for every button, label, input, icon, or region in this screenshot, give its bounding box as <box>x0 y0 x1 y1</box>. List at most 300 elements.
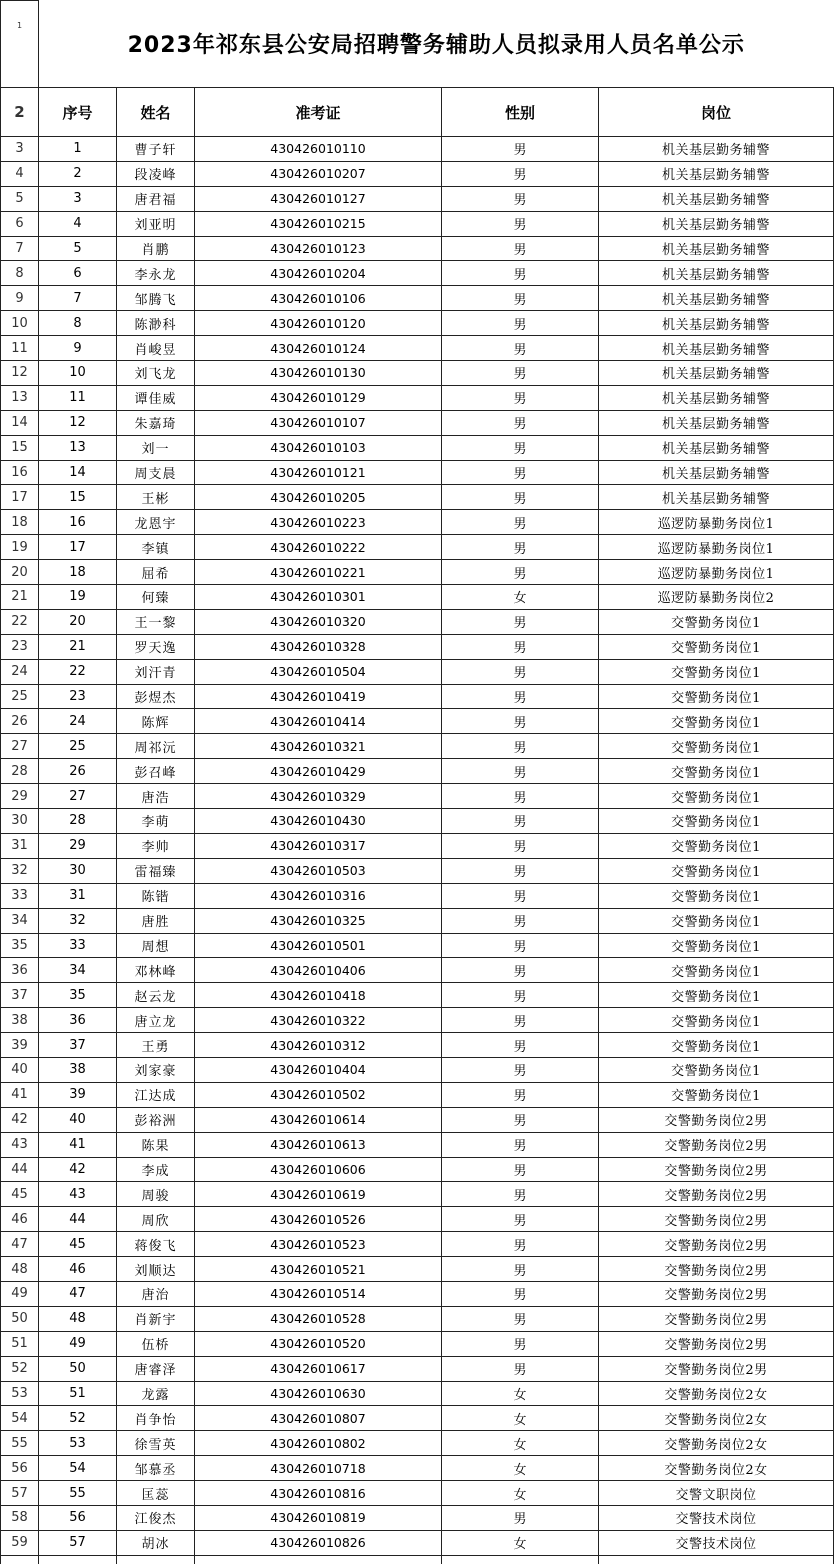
cell-name[interactable]: 李萌 <box>117 809 195 834</box>
cell-name[interactable]: 彭召峰 <box>117 759 195 784</box>
row-number[interactable]: 23 <box>1 634 39 659</box>
row-number[interactable]: 57 <box>1 1481 39 1506</box>
cell-sex[interactable]: 男 <box>442 908 599 933</box>
empty-cell[interactable] <box>39 1555 117 1564</box>
cell-sex[interactable]: 男 <box>442 236 599 261</box>
cell-post[interactable]: 交警勤务岗位2男 <box>599 1281 834 1306</box>
cell-exam-id[interactable]: 430426010528 <box>195 1306 442 1331</box>
cell-name[interactable]: 周想 <box>117 933 195 958</box>
cell-seq[interactable]: 2 <box>39 161 117 186</box>
cell-post[interactable]: 交警勤务岗位2男 <box>599 1107 834 1132</box>
column-header-post[interactable]: 岗位 <box>599 88 834 137</box>
cell-exam-id[interactable]: 430426010110 <box>195 137 442 162</box>
cell-post[interactable]: 巡逻防暴勤务岗位2 <box>599 585 834 610</box>
cell-name[interactable]: 陈辉 <box>117 709 195 734</box>
empty-cell[interactable] <box>117 1555 195 1564</box>
cell-name[interactable]: 唐立龙 <box>117 1008 195 1033</box>
cell-exam-id[interactable]: 430426010129 <box>195 385 442 410</box>
cell-seq[interactable]: 30 <box>39 858 117 883</box>
cell-seq[interactable]: 37 <box>39 1033 117 1058</box>
row-number[interactable]: 2 <box>1 88 39 137</box>
cell-seq[interactable]: 20 <box>39 609 117 634</box>
cell-sex[interactable]: 男 <box>442 211 599 236</box>
cell-name[interactable]: 王一黎 <box>117 609 195 634</box>
cell-exam-id[interactable]: 430426010121 <box>195 460 442 485</box>
column-header-exam-id[interactable]: 准考证 <box>195 88 442 137</box>
cell-seq[interactable]: 3 <box>39 186 117 211</box>
cell-name[interactable]: 曹子轩 <box>117 137 195 162</box>
cell-seq[interactable]: 48 <box>39 1306 117 1331</box>
cell-exam-id[interactable]: 430426010816 <box>195 1481 442 1506</box>
cell-name[interactable]: 陈果 <box>117 1132 195 1157</box>
cell-exam-id[interactable]: 430426010106 <box>195 286 442 311</box>
cell-name[interactable]: 罗天逸 <box>117 634 195 659</box>
row-number[interactable]: 55 <box>1 1431 39 1456</box>
cell-post[interactable]: 交警勤务岗位1 <box>599 858 834 883</box>
cell-exam-id[interactable]: 430426010127 <box>195 186 442 211</box>
cell-name[interactable]: 龙露 <box>117 1381 195 1406</box>
cell-sex[interactable]: 男 <box>442 1306 599 1331</box>
cell-name[interactable]: 龙恩宇 <box>117 510 195 535</box>
cell-seq[interactable]: 8 <box>39 311 117 336</box>
cell-seq[interactable]: 42 <box>39 1157 117 1182</box>
row-number[interactable]: 17 <box>1 485 39 510</box>
cell-seq[interactable]: 13 <box>39 435 117 460</box>
cell-seq[interactable]: 47 <box>39 1281 117 1306</box>
cell-seq[interactable]: 44 <box>39 1207 117 1232</box>
cell-name[interactable]: 江俊杰 <box>117 1505 195 1530</box>
cell-exam-id[interactable]: 430426010223 <box>195 510 442 535</box>
row-number[interactable]: 48 <box>1 1257 39 1282</box>
row-number[interactable]: 41 <box>1 1082 39 1107</box>
row-number[interactable]: 21 <box>1 585 39 610</box>
row-number[interactable]: 24 <box>1 659 39 684</box>
cell-post[interactable]: 交警勤务岗位2男 <box>599 1306 834 1331</box>
cell-seq[interactable]: 46 <box>39 1257 117 1282</box>
cell-seq[interactable]: 36 <box>39 1008 117 1033</box>
cell-post[interactable]: 机关基层勤务辅警 <box>599 311 834 336</box>
cell-sex[interactable]: 男 <box>442 435 599 460</box>
cell-post[interactable]: 巡逻防暴勤务岗位1 <box>599 510 834 535</box>
cell-name[interactable]: 彭煜杰 <box>117 684 195 709</box>
row-number[interactable]: 29 <box>1 784 39 809</box>
cell-sex[interactable]: 男 <box>442 784 599 809</box>
cell-name[interactable]: 彭裕洲 <box>117 1107 195 1132</box>
cell-seq[interactable]: 28 <box>39 809 117 834</box>
cell-seq[interactable]: 35 <box>39 983 117 1008</box>
cell-name[interactable]: 屈希 <box>117 560 195 585</box>
cell-seq[interactable]: 12 <box>39 410 117 435</box>
cell-exam-id[interactable]: 430426010520 <box>195 1331 442 1356</box>
cell-name[interactable]: 周欣 <box>117 1207 195 1232</box>
cell-sex[interactable]: 女 <box>442 585 599 610</box>
cell-exam-id[interactable]: 430426010619 <box>195 1182 442 1207</box>
cell-sex[interactable]: 男 <box>442 186 599 211</box>
row-number[interactable]: 30 <box>1 809 39 834</box>
cell-seq[interactable]: 43 <box>39 1182 117 1207</box>
cell-post[interactable]: 机关基层勤务辅警 <box>599 286 834 311</box>
row-number[interactable]: 58 <box>1 1505 39 1530</box>
cell-seq[interactable]: 7 <box>39 286 117 311</box>
cell-sex[interactable]: 男 <box>442 1505 599 1530</box>
cell-name[interactable]: 李成 <box>117 1157 195 1182</box>
cell-seq[interactable]: 45 <box>39 1232 117 1257</box>
cell-post[interactable]: 交警勤务岗位1 <box>599 933 834 958</box>
cell-post[interactable]: 巡逻防暴勤务岗位1 <box>599 535 834 560</box>
cell-post[interactable]: 交警勤务岗位2女 <box>599 1406 834 1431</box>
cell-name[interactable]: 谭佳威 <box>117 385 195 410</box>
cell-name[interactable]: 匡蕊 <box>117 1481 195 1506</box>
cell-name[interactable]: 肖鹏 <box>117 236 195 261</box>
row-number[interactable]: 35 <box>1 933 39 958</box>
cell-post[interactable]: 交警勤务岗位2男 <box>599 1132 834 1157</box>
cell-sex[interactable]: 男 <box>442 1182 599 1207</box>
cell-post[interactable]: 交警勤务岗位2女 <box>599 1456 834 1481</box>
cell-exam-id[interactable]: 430426010826 <box>195 1530 442 1555</box>
cell-exam-id[interactable]: 430426010124 <box>195 336 442 361</box>
cell-sex[interactable]: 男 <box>442 1008 599 1033</box>
cell-seq[interactable]: 50 <box>39 1356 117 1381</box>
cell-sex[interactable]: 男 <box>442 510 599 535</box>
cell-name[interactable]: 徐雪英 <box>117 1431 195 1456</box>
cell-post[interactable]: 交警勤务岗位1 <box>599 1082 834 1107</box>
row-number[interactable]: 9 <box>1 286 39 311</box>
cell-seq[interactable]: 54 <box>39 1456 117 1481</box>
empty-cell[interactable] <box>1 1555 39 1564</box>
row-number[interactable]: 15 <box>1 435 39 460</box>
cell-seq[interactable]: 22 <box>39 659 117 684</box>
cell-seq[interactable]: 1 <box>39 137 117 162</box>
cell-name[interactable]: 江达成 <box>117 1082 195 1107</box>
cell-seq[interactable]: 39 <box>39 1082 117 1107</box>
row-number[interactable]: 44 <box>1 1157 39 1182</box>
row-number[interactable]: 34 <box>1 908 39 933</box>
cell-name[interactable]: 朱嘉琦 <box>117 410 195 435</box>
cell-sex[interactable]: 男 <box>442 1356 599 1381</box>
row-number[interactable]: 20 <box>1 560 39 585</box>
cell-name[interactable]: 邹慕丞 <box>117 1456 195 1481</box>
cell-sex[interactable]: 男 <box>442 286 599 311</box>
cell-sex[interactable]: 男 <box>442 1257 599 1282</box>
cell-name[interactable]: 唐睿泽 <box>117 1356 195 1381</box>
cell-exam-id[interactable]: 430426010418 <box>195 983 442 1008</box>
cell-exam-id[interactable]: 430426010414 <box>195 709 442 734</box>
row-number[interactable]: 13 <box>1 385 39 410</box>
cell-seq[interactable]: 25 <box>39 734 117 759</box>
cell-sex[interactable]: 男 <box>442 361 599 386</box>
row-number[interactable]: 36 <box>1 958 39 983</box>
cell-sex[interactable]: 女 <box>442 1530 599 1555</box>
cell-post[interactable]: 交警勤务岗位1 <box>599 709 834 734</box>
cell-name[interactable]: 李镇 <box>117 535 195 560</box>
cell-exam-id[interactable]: 430426010103 <box>195 435 442 460</box>
row-number[interactable]: 11 <box>1 336 39 361</box>
cell-post[interactable]: 交警勤务岗位1 <box>599 634 834 659</box>
cell-exam-id[interactable]: 430426010215 <box>195 211 442 236</box>
cell-sex[interactable]: 男 <box>442 958 599 983</box>
cell-post[interactable]: 机关基层勤务辅警 <box>599 460 834 485</box>
cell-post[interactable]: 机关基层勤务辅警 <box>599 435 834 460</box>
cell-sex[interactable]: 男 <box>442 410 599 435</box>
cell-exam-id[interactable]: 430426010613 <box>195 1132 442 1157</box>
empty-cell[interactable] <box>442 1555 599 1564</box>
row-number[interactable]: 42 <box>1 1107 39 1132</box>
cell-post[interactable]: 机关基层勤务辅警 <box>599 137 834 162</box>
cell-sex[interactable]: 男 <box>442 883 599 908</box>
row-number[interactable]: 27 <box>1 734 39 759</box>
row-number[interactable]: 28 <box>1 759 39 784</box>
cell-exam-id[interactable]: 430426010501 <box>195 933 442 958</box>
cell-exam-id[interactable]: 430426010523 <box>195 1232 442 1257</box>
cell-exam-id[interactable]: 430426010222 <box>195 535 442 560</box>
cell-post[interactable]: 交警勤务岗位1 <box>599 1033 834 1058</box>
cell-name[interactable]: 刘顺达 <box>117 1257 195 1282</box>
cell-name[interactable]: 唐治 <box>117 1281 195 1306</box>
row-number[interactable]: 7 <box>1 236 39 261</box>
row-number[interactable]: 14 <box>1 410 39 435</box>
cell-sex[interactable]: 男 <box>442 1232 599 1257</box>
cell-sex[interactable]: 男 <box>442 385 599 410</box>
row-number[interactable]: 32 <box>1 858 39 883</box>
cell-exam-id[interactable]: 430426010504 <box>195 659 442 684</box>
cell-name[interactable]: 陈锴 <box>117 883 195 908</box>
cell-post[interactable]: 机关基层勤务辅警 <box>599 161 834 186</box>
cell-exam-id[interactable]: 430426010312 <box>195 1033 442 1058</box>
row-number[interactable]: 3 <box>1 137 39 162</box>
cell-seq[interactable]: 26 <box>39 759 117 784</box>
cell-seq[interactable]: 16 <box>39 510 117 535</box>
cell-seq[interactable]: 57 <box>39 1530 117 1555</box>
cell-exam-id[interactable]: 430426010521 <box>195 1257 442 1282</box>
cell-post[interactable]: 交警勤务岗位2男 <box>599 1182 834 1207</box>
cell-post[interactable]: 机关基层勤务辅警 <box>599 236 834 261</box>
row-number[interactable]: 8 <box>1 261 39 286</box>
cell-seq[interactable]: 23 <box>39 684 117 709</box>
cell-sex[interactable]: 男 <box>442 833 599 858</box>
cell-post[interactable]: 交警勤务岗位1 <box>599 1057 834 1082</box>
row-number[interactable]: 22 <box>1 609 39 634</box>
row-number[interactable]: 51 <box>1 1331 39 1356</box>
row-number[interactable]: 10 <box>1 311 39 336</box>
cell-name[interactable]: 邹腾飞 <box>117 286 195 311</box>
cell-exam-id[interactable]: 430426010802 <box>195 1431 442 1456</box>
cell-seq[interactable]: 27 <box>39 784 117 809</box>
cell-exam-id[interactable]: 430426010317 <box>195 833 442 858</box>
cell-seq[interactable]: 14 <box>39 460 117 485</box>
cell-sex[interactable]: 男 <box>442 609 599 634</box>
cell-exam-id[interactable]: 430426010430 <box>195 809 442 834</box>
cell-exam-id[interactable]: 430426010325 <box>195 908 442 933</box>
cell-sex[interactable]: 女 <box>442 1381 599 1406</box>
cell-post[interactable]: 交警勤务岗位1 <box>599 958 834 983</box>
cell-sex[interactable]: 男 <box>442 709 599 734</box>
cell-post[interactable]: 交警勤务岗位1 <box>599 659 834 684</box>
row-number[interactable]: 33 <box>1 883 39 908</box>
cell-exam-id[interactable]: 430426010807 <box>195 1406 442 1431</box>
cell-post[interactable]: 巡逻防暴勤务岗位1 <box>599 560 834 585</box>
cell-name[interactable]: 唐胜 <box>117 908 195 933</box>
cell-post[interactable]: 交警勤务岗位1 <box>599 983 834 1008</box>
cell-name[interactable]: 刘一 <box>117 435 195 460</box>
cell-exam-id[interactable]: 430426010321 <box>195 734 442 759</box>
cell-post[interactable]: 交警勤务岗位2男 <box>599 1257 834 1282</box>
row-number[interactable]: 56 <box>1 1456 39 1481</box>
cell-seq[interactable]: 15 <box>39 485 117 510</box>
cell-sex[interactable]: 男 <box>442 1132 599 1157</box>
cell-seq[interactable]: 52 <box>39 1406 117 1431</box>
cell-exam-id[interactable]: 430426010328 <box>195 634 442 659</box>
cell-post[interactable]: 交警勤务岗位1 <box>599 908 834 933</box>
cell-exam-id[interactable]: 430426010502 <box>195 1082 442 1107</box>
row-number[interactable]: 50 <box>1 1306 39 1331</box>
cell-post[interactable]: 交警勤务岗位2男 <box>599 1331 834 1356</box>
cell-sex[interactable]: 男 <box>442 1057 599 1082</box>
cell-post[interactable]: 机关基层勤务辅警 <box>599 186 834 211</box>
page-title[interactable]: 2023年祁东县公安局招聘警务辅助人员拟录用人员名单公示 <box>39 1 834 88</box>
cell-name[interactable]: 刘汗青 <box>117 659 195 684</box>
cell-exam-id[interactable]: 430426010316 <box>195 883 442 908</box>
cell-exam-id[interactable]: 430426010107 <box>195 410 442 435</box>
cell-name[interactable]: 刘亚明 <box>117 211 195 236</box>
row-number[interactable]: 53 <box>1 1381 39 1406</box>
cell-post[interactable]: 交警勤务岗位1 <box>599 883 834 908</box>
cell-sex[interactable]: 男 <box>442 734 599 759</box>
row-number[interactable]: 12 <box>1 361 39 386</box>
cell-post[interactable]: 交警勤务岗位1 <box>599 684 834 709</box>
row-number[interactable]: 25 <box>1 684 39 709</box>
cell-seq[interactable]: 34 <box>39 958 117 983</box>
cell-exam-id[interactable]: 430426010207 <box>195 161 442 186</box>
cell-exam-id[interactable]: 430426010205 <box>195 485 442 510</box>
cell-name[interactable]: 蒋俊飞 <box>117 1232 195 1257</box>
row-number[interactable]: 59 <box>1 1530 39 1555</box>
cell-name[interactable]: 刘家豪 <box>117 1057 195 1082</box>
cell-name[interactable]: 王彬 <box>117 485 195 510</box>
cell-name[interactable]: 周骏 <box>117 1182 195 1207</box>
row-number[interactable]: 38 <box>1 1008 39 1033</box>
empty-cell[interactable] <box>195 1555 442 1564</box>
row-number[interactable]: 18 <box>1 510 39 535</box>
cell-exam-id[interactable]: 430426010406 <box>195 958 442 983</box>
cell-seq[interactable]: 33 <box>39 933 117 958</box>
column-header-name[interactable]: 姓名 <box>117 88 195 137</box>
cell-sex[interactable]: 男 <box>442 858 599 883</box>
cell-exam-id[interactable]: 430426010819 <box>195 1505 442 1530</box>
row-number[interactable]: 45 <box>1 1182 39 1207</box>
cell-exam-id[interactable]: 430426010404 <box>195 1057 442 1082</box>
cell-name[interactable]: 李永龙 <box>117 261 195 286</box>
cell-exam-id[interactable]: 430426010429 <box>195 759 442 784</box>
cell-name[interactable]: 肖新宇 <box>117 1306 195 1331</box>
cell-exam-id[interactable]: 430426010419 <box>195 684 442 709</box>
row-number[interactable]: 19 <box>1 535 39 560</box>
empty-cell[interactable] <box>599 1555 834 1564</box>
cell-sex[interactable]: 男 <box>442 983 599 1008</box>
row-number[interactable]: 4 <box>1 161 39 186</box>
cell-sex[interactable]: 男 <box>442 933 599 958</box>
row-number[interactable]: 49 <box>1 1281 39 1306</box>
cell-name[interactable]: 唐君福 <box>117 186 195 211</box>
cell-sex[interactable]: 男 <box>442 311 599 336</box>
cell-name[interactable]: 刘飞龙 <box>117 361 195 386</box>
cell-sex[interactable]: 男 <box>442 809 599 834</box>
row-number[interactable]: 46 <box>1 1207 39 1232</box>
cell-post[interactable]: 机关基层勤务辅警 <box>599 485 834 510</box>
cell-exam-id[interactable]: 430426010617 <box>195 1356 442 1381</box>
cell-exam-id[interactable]: 430426010204 <box>195 261 442 286</box>
cell-sex[interactable]: 男 <box>442 485 599 510</box>
cell-sex[interactable]: 男 <box>442 759 599 784</box>
cell-sex[interactable]: 男 <box>442 560 599 585</box>
cell-seq[interactable]: 29 <box>39 833 117 858</box>
cell-post[interactable]: 机关基层勤务辅警 <box>599 211 834 236</box>
cell-name[interactable]: 何臻 <box>117 585 195 610</box>
cell-post[interactable]: 机关基层勤务辅警 <box>599 361 834 386</box>
cell-seq[interactable]: 5 <box>39 236 117 261</box>
cell-exam-id[interactable]: 430426010614 <box>195 1107 442 1132</box>
cell-sex[interactable]: 男 <box>442 1157 599 1182</box>
cell-exam-id[interactable]: 430426010514 <box>195 1281 442 1306</box>
cell-post[interactable]: 交警勤务岗位1 <box>599 759 834 784</box>
cell-seq[interactable]: 4 <box>39 211 117 236</box>
cell-seq[interactable]: 56 <box>39 1505 117 1530</box>
cell-seq[interactable]: 18 <box>39 560 117 585</box>
cell-name[interactable]: 唐浩 <box>117 784 195 809</box>
cell-exam-id[interactable]: 430426010606 <box>195 1157 442 1182</box>
cell-post[interactable]: 机关基层勤务辅警 <box>599 410 834 435</box>
cell-sex[interactable]: 男 <box>442 659 599 684</box>
cell-name[interactable]: 伍桥 <box>117 1331 195 1356</box>
cell-post[interactable]: 交警勤务岗位2男 <box>599 1356 834 1381</box>
row-number[interactable]: 26 <box>1 709 39 734</box>
cell-post[interactable]: 交警勤务岗位2男 <box>599 1207 834 1232</box>
cell-seq[interactable]: 32 <box>39 908 117 933</box>
column-header-sex[interactable]: 性别 <box>442 88 599 137</box>
cell-sex[interactable]: 女 <box>442 1431 599 1456</box>
row-number[interactable]: 37 <box>1 983 39 1008</box>
cell-sex[interactable]: 男 <box>442 1331 599 1356</box>
cell-post[interactable]: 交警勤务岗位1 <box>599 809 834 834</box>
row-number[interactable]: 1 <box>1 1 39 88</box>
row-number[interactable]: 54 <box>1 1406 39 1431</box>
cell-seq[interactable]: 19 <box>39 585 117 610</box>
cell-exam-id[interactable]: 430426010329 <box>195 784 442 809</box>
cell-exam-id[interactable]: 430426010718 <box>195 1456 442 1481</box>
row-number[interactable]: 6 <box>1 211 39 236</box>
cell-name[interactable]: 雷福臻 <box>117 858 195 883</box>
column-header-seq[interactable]: 序号 <box>39 88 117 137</box>
cell-name[interactable]: 周祁沅 <box>117 734 195 759</box>
cell-name[interactable]: 邓林峰 <box>117 958 195 983</box>
cell-seq[interactable]: 31 <box>39 883 117 908</box>
cell-exam-id[interactable]: 430426010221 <box>195 560 442 585</box>
cell-exam-id[interactable]: 430426010322 <box>195 1008 442 1033</box>
cell-sex[interactable]: 男 <box>442 1281 599 1306</box>
cell-sex[interactable]: 男 <box>442 634 599 659</box>
row-number[interactable]: 31 <box>1 833 39 858</box>
cell-name[interactable]: 段凌峰 <box>117 161 195 186</box>
cell-post[interactable]: 交警勤务岗位1 <box>599 609 834 634</box>
cell-post[interactable]: 交警勤务岗位2男 <box>599 1232 834 1257</box>
cell-seq[interactable]: 9 <box>39 336 117 361</box>
cell-post[interactable]: 交警勤务岗位2男 <box>599 1157 834 1182</box>
cell-sex[interactable]: 男 <box>442 535 599 560</box>
cell-post[interactable]: 交警文职岗位 <box>599 1481 834 1506</box>
cell-post[interactable]: 交警技术岗位 <box>599 1530 834 1555</box>
cell-name[interactable]: 王勇 <box>117 1033 195 1058</box>
cell-exam-id[interactable]: 430426010526 <box>195 1207 442 1232</box>
cell-name[interactable]: 胡冰 <box>117 1530 195 1555</box>
